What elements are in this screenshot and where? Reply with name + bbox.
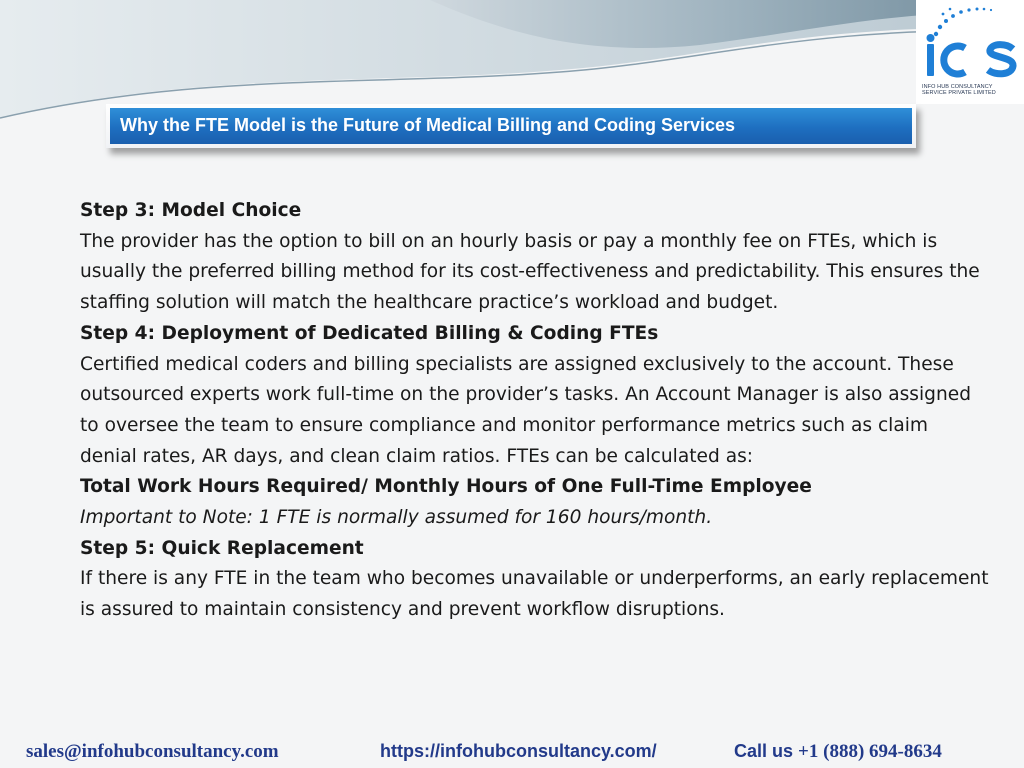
step4-heading: Step 4: Deployment of Dedicated Billing & Coding FTEs <box>80 322 659 344</box>
footer-call-label: Call us <box>734 741 794 761</box>
step3-heading: Step 3: Model Choice <box>80 200 302 221</box>
title-banner-fill <box>110 108 912 144</box>
company-name-line2: SERVICE PRIVATE LIMITED <box>922 90 996 96</box>
step5-heading: Step 5: Quick Replacement <box>80 537 364 559</box>
footer-website-link[interactable]: https://infohubconsultancy.com/ <box>380 741 657 761</box>
ics-logo-icon <box>916 0 1024 84</box>
step3-body: The provider has the option to bill on an hourly basis or pay a monthly fee on FTEs, which is usually the preferred billing method for its cost-effectiveness and predictability. This ensures the staffing solution will match the healthcare practice’s workload and budget. <box>80 230 980 314</box>
company-name-line1: INFO HUB CONSULTANCY <box>922 84 993 90</box>
step5-body: If there is any FTE in the team who becomes unavailable or underperforms, an early replacement is assured to maintain consistency and prevent workflow disruptions. <box>80 568 989 621</box>
footer-phone-number[interactable]: +1 (888) 694-8634 <box>798 741 942 762</box>
fte-formula: Total Work Hours Required/ Monthly Hours of One Full-Time Employee <box>80 476 812 498</box>
main-content <box>80 196 990 626</box>
footer-email-link[interactable]: sales@infohubconsultancy.com <box>26 741 279 762</box>
page-title: Why the FTE Model is the Future of Medical Billing and Coding Services <box>120 115 736 135</box>
step4-body: Certified medical coders and billing specialists are assigned exclusively to the account. These outsourced experts work full-time on the provider’s tasks. An Account Manager is also assigned to oversee the team to ensure compliance and monitor performance metrics such as claim denial rates, AR days, and clean claim ratios. FTEs can be calculated as: <box>80 353 971 467</box>
company-logo <box>916 0 1024 104</box>
title-banner <box>106 104 916 148</box>
company-name <box>922 84 1022 96</box>
fte-note: Important to Note: 1 FTE is normally assumed for 160 hours/month. <box>80 507 713 529</box>
footer-call[interactable] <box>734 741 942 763</box>
